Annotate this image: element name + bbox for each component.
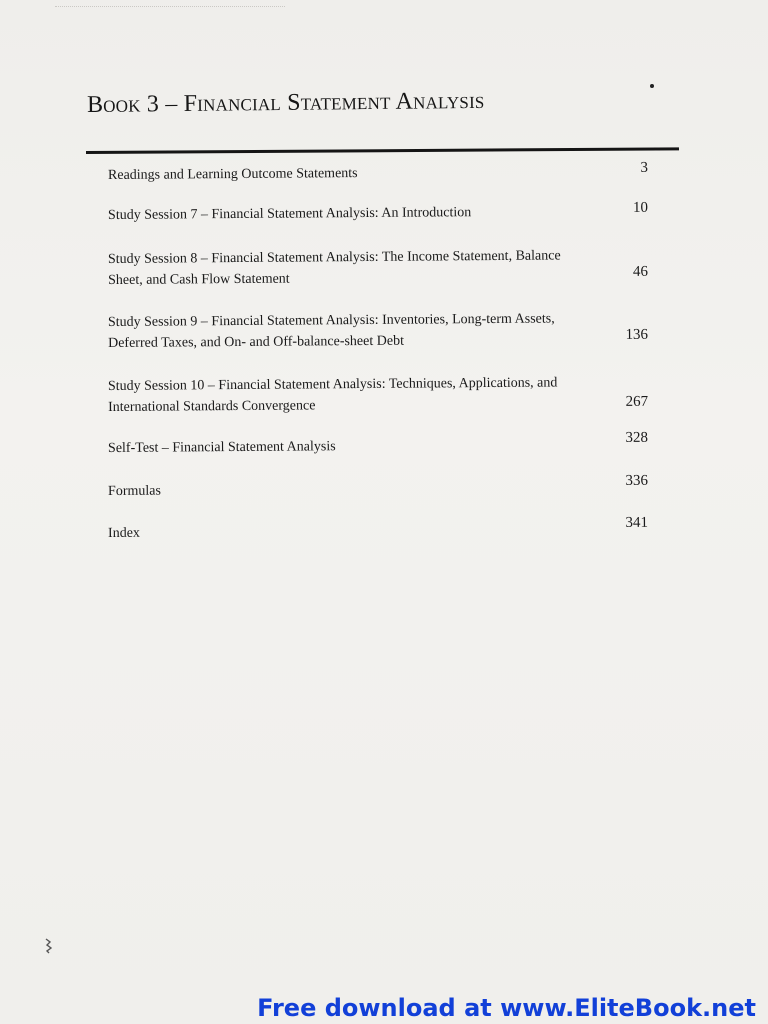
toc-entry-title: Study Session 10 – Financial Statement Analysis: Techniques, Applications, and International Standards Convergence [107,375,558,415]
toc-entry-page: 46 [632,263,649,280]
footer-download-banner[interactable]: Free download at www.EliteBook.net [257,994,756,1022]
toc-entry-formulas [107,472,656,502]
book-title-prefix: Book 3 [86,91,160,118]
toc-entry-title: Index [107,525,140,541]
toc-entry-title: Self-Test – Financial Statement Analysis [107,439,336,456]
toc-entry-page: 336 [625,472,648,489]
toc-entry-study-session-9 [108,308,656,354]
toc-entry-title: Study Session 9 – Financial Statement Analysis: Inventories, Long-term Assets, Deferred Taxes, and On- and Off-balance-sheet Debt [107,311,555,351]
scan-margin-mark [44,938,52,954]
toc-entry-page: 10 [632,199,649,216]
toc-entry-page: 341 [625,514,648,531]
book-title-dash: – [165,91,178,118]
toc-entry-study-session-7 [108,201,656,226]
toc-entry-page: 136 [625,326,649,343]
toc-entry-page: 267 [625,393,649,410]
book-title-main: Financial Statement Analysis [183,87,485,117]
toc-entry-readings [108,161,656,186]
toc-entry-title: Study Session 7 – Financial Statement Analysis: An Introduction [107,205,472,223]
toc-entry-index [107,514,656,544]
toc-entry-study-session-10 [108,372,656,418]
toc-entry-study-session-8 [108,245,656,291]
toc-entry-page: 3 [640,159,649,176]
toc-entry-title: Study Session 8 – Financial Statement Analysis: The Income Statement, Balance Sheet, and Cash Flow Statement [107,248,561,288]
toc-entry-self-test [107,429,656,459]
toc-entry-title: Formulas [107,483,161,499]
toc-entry-page: 328 [625,429,648,446]
toc-entry-title: Readings and Learning Outcome Statements [107,166,358,183]
